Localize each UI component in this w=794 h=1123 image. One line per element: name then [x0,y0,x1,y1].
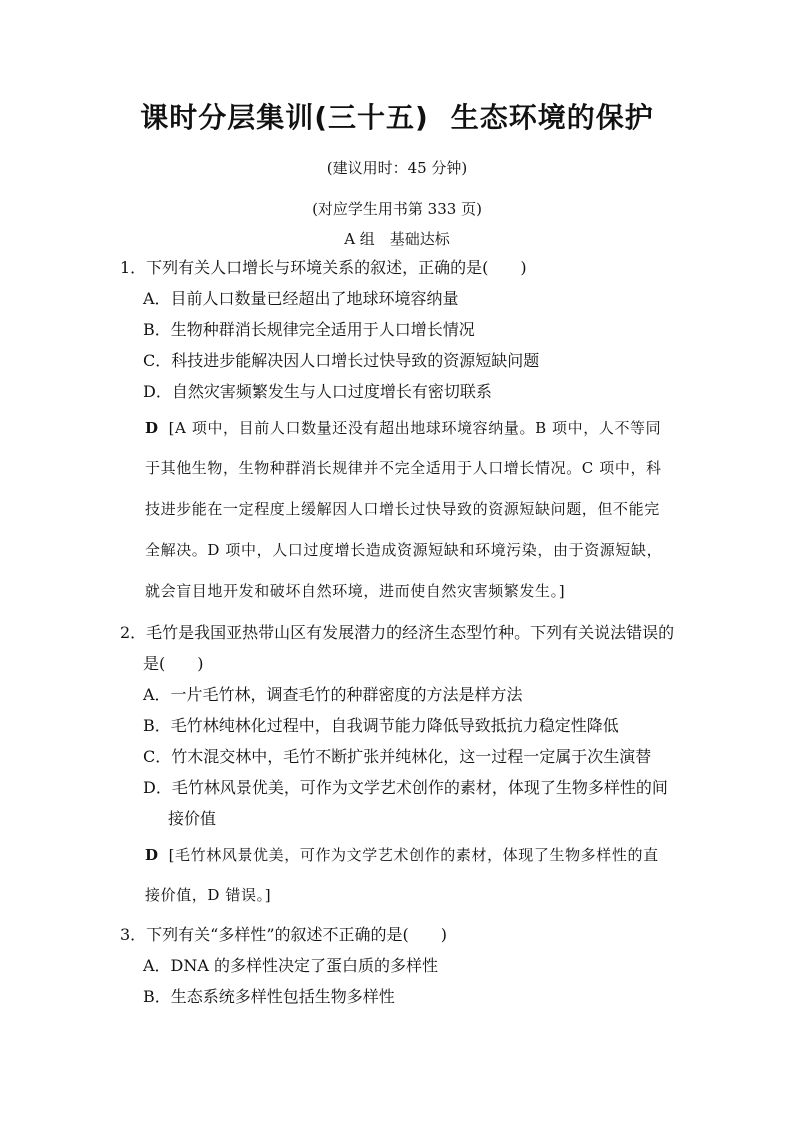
title-main: 课时分层集训(三十五) [140,101,429,134]
question-2-answer: D [145,846,159,864]
title-topic: 生态环境的保护 [450,101,654,134]
question-1-answer: D [145,419,159,437]
question-1-option-b: B．生物种群消长规律完全适用于人口增长情况 [143,320,475,339]
question-2-option-c: C．竹木混交林中，毛竹不断扩张并纯林化，这一过程一定属于次生演替 [143,747,652,766]
question-2-explanation-line: 接价值，D 错误。] [145,886,272,904]
question-2-stem: 2．毛竹是我国亚热带山区有发展潜力的经济生态型竹种。下列有关说法错误的 [120,623,675,642]
book-reference: (对应学生用书第 333 页) [312,200,482,218]
question-3-stem: 3．下列有关“多样性”的叙述不正确的是( ) [120,925,448,944]
suggested-time: (建议用时：45 分钟) [326,159,468,177]
question-1-explanation-line: 全解决。D 项中，人口过度增长造成资源短缺和环境污染，由于资源短缺， [145,541,663,559]
question-1-option-a: A．目前人口数量已经超出了地球环境容纳量 [143,289,459,308]
question-1-option-d: D．自然灾害频繁发生与人口过度增长有密切联系 [143,382,492,401]
question-3-option-a: A．DNA 的多样性决定了蛋白质的多样性 [143,956,439,975]
question-1-option-c: C．科技进步能解决因人口增长过快导致的资源短缺问题 [143,351,540,370]
page-title [0,96,794,136]
question-2-explanation-line: D [毛竹林风景优美，可作为文学艺术创作的素材，体现了生物多样性的直 [145,846,659,864]
question-2-option-d: D．毛竹林风景优美，可作为文学艺术创作的素材，体现了生物多样性的间 [143,778,668,797]
question-1-explanation-line: 于其他生物，生物种群消长规律并不完全适用于人口增长情况。C 项中，科 [145,459,662,477]
question-1-explanation-line: D [A 项中，目前人口数量还没有超出地球环境容纳量。B 项中，人不等同 [145,419,662,437]
question-2-option-a: A．一片毛竹林，调查毛竹的种群密度的方法是样方法 [143,685,523,704]
question-1-explanation-line: 就会盲目地开发和破坏自然环境，进而使自然灾害频繁发生。] [145,582,566,600]
question-1-stem: 1．下列有关人口增长与环境关系的叙述，正确的是( ) [120,258,527,277]
question-2-stem-cont: 是( ) [143,654,204,673]
question-2-option-b: B．毛竹林纯林化过程中，自我调节能力降低导致抵抗力稳定性降低 [143,716,619,735]
question-3-option-b: B．生态系统多样性包括生物多样性 [143,987,395,1006]
question-2-option-d-cont: 接价值 [168,809,217,828]
question-1-explanation-line: 技进步能在一定程度上缓解因人口增长过快导致的资源短缺问题，但不能完 [145,500,660,518]
group-heading: A 组 基础达标 [344,230,450,248]
